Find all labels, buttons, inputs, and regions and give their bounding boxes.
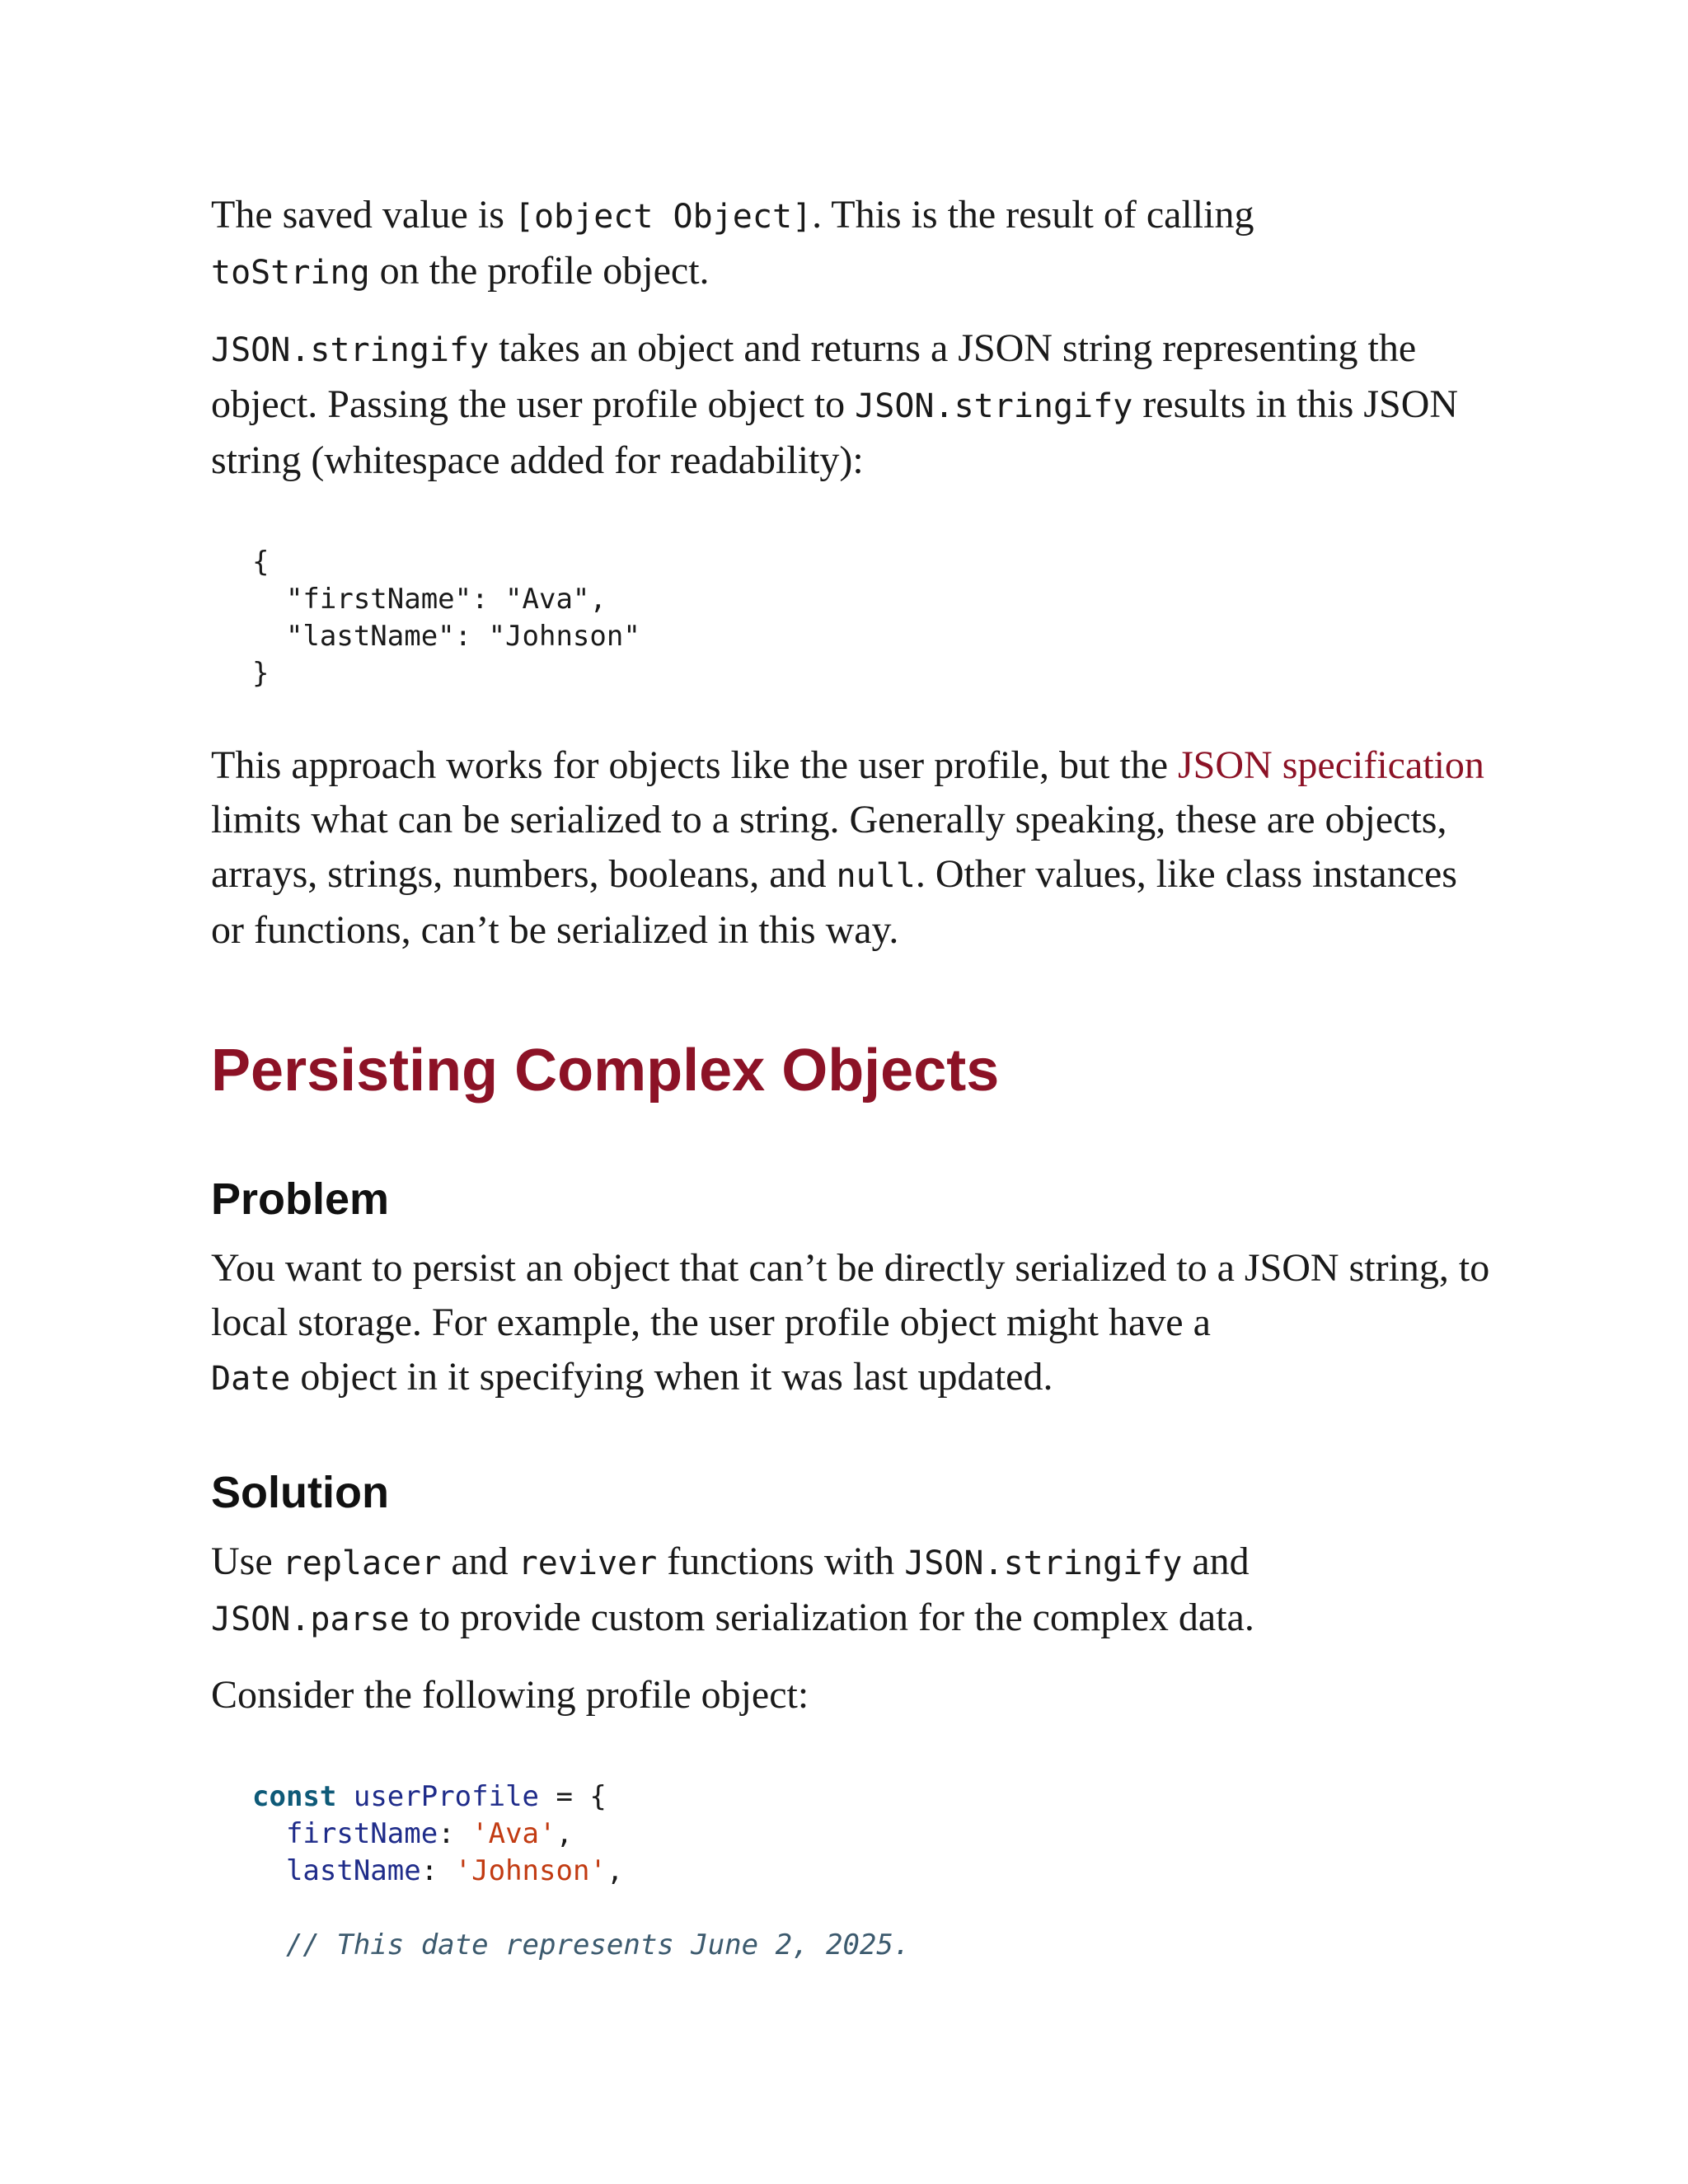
inline-code: JSON.stringify <box>855 387 1133 425</box>
code-line: const userProfile = { <box>252 1780 607 1813</box>
code-line: firstName: 'Ava', <box>285 1817 573 1850</box>
code-line: lastName: 'Johnson', <box>285 1854 624 1887</box>
inline-code: JSON.parse <box>211 1601 410 1638</box>
paragraph-json-stringify: JSON.stringify takes an object and returns a JSON string representing the object. Passing the user profile object to JSON.stringify results in this JSON string (whitespace added for readability): <box>211 326 1459 482</box>
inline-code: Date <box>211 1360 291 1398</box>
inline-code: replacer <box>282 1544 442 1582</box>
problem-heading: Problem <box>211 1174 390 1224</box>
inline-code: [object Object] <box>513 198 813 236</box>
inline-code: toString <box>211 254 370 292</box>
code-line <box>252 1890 1497 1927</box>
code-block-js <box>252 1779 1497 1964</box>
code-block-json: { "firstName": "Ava", "lastName": "Johnson" } <box>252 546 640 690</box>
paragraph-saved-value: The saved value is [object Object]. This is the result of calling toString on the profile object. <box>211 193 1254 293</box>
code-line: // This date represents June 2, 2025. <box>285 1929 911 1961</box>
paragraph-problem: You want to persist an object that can’t be directly serialized to a JSON string, to local storage. For example, the user profile object might have a Date object in it specifying when it was last updated. <box>211 1246 1490 1399</box>
solution-heading: Solution <box>211 1468 389 1517</box>
json-specification-link[interactable]: JSON specification <box>1178 743 1484 787</box>
inline-code: JSON.stringify <box>904 1544 1183 1582</box>
paragraph-consider: Consider the following profile object: <box>211 1673 809 1717</box>
inline-code: reviver <box>518 1544 658 1582</box>
section-heading: Persisting Complex Objects <box>211 1038 1000 1104</box>
paragraph-json-limits: This approach works for objects like the user profile, but the JSON specification limits what can be serialized to a string. Generally speaking, these are objects, arrays, strings, numbers, booleans, and null. Other values, like class instances or functions, can’t be serialized in this way. <box>211 743 1484 952</box>
page <box>211 188 1497 1964</box>
inline-code: JSON.stringify <box>211 331 490 369</box>
paragraph-solution: Use replacer and reviver functions with JSON.stringify and JSON.parse to provide custom serialization for the complex data. <box>211 1540 1254 1639</box>
inline-code: null <box>836 857 916 895</box>
